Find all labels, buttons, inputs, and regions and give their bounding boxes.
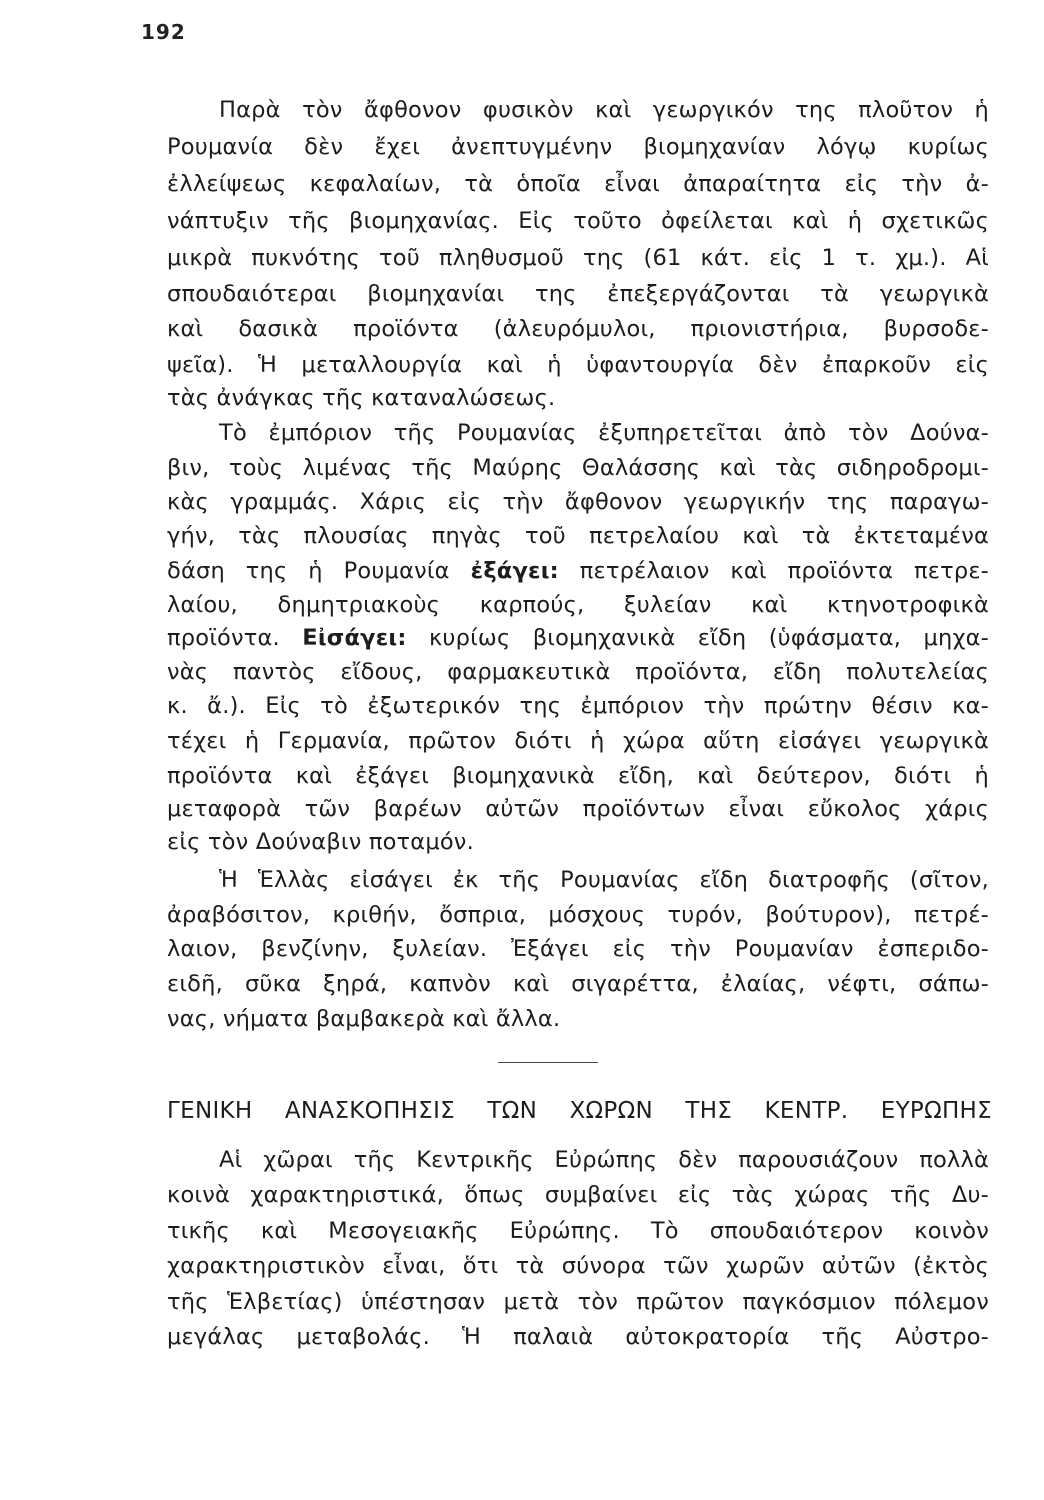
text-line: Αἱ χῶραι τῆς Κεντρικῆς Εὐρώπης δὲν παρουσιάζουν πολλὰ <box>219 1147 989 1173</box>
text-line: κὰς γραμμάς. Χάρις εἰς τὴν ἄφθονον γεωργικήν της παραγω- <box>167 489 989 515</box>
text-line: μικρὰ πυκνότης τοῦ πληθυσμοῦ της (61 κάτ. εἰς 1 τ. χμ.). Αἱ <box>167 245 989 271</box>
text-line: γήν, τὰς πλουσίας πηγὰς τοῦ πετρελαίου καὶ τὰ ἐκτεταμένα <box>167 523 989 549</box>
exports-label: ἐξάγει: <box>470 558 559 584</box>
imports-label: Εἰσάγει: <box>302 625 407 651</box>
text-line: κοινὰ χαρακτηριστικά, ὅπως συμβαίνει εἰς τὰς χώρας τῆς Δυ- <box>167 1182 989 1208</box>
text-line: τικῆς καὶ Μεσογειακῆς Εὐρώπης. Τὸ σπουδαιότερον κοινὸν <box>167 1218 989 1244</box>
text-line: ειδῆ, σῦκα ξηρά, καπνὸν καὶ σιγαρέττα, ἐλαίας, νέφτι, σάπω- <box>167 971 989 997</box>
text-line: μεταφορὰ τῶν βαρέων αὐτῶν προϊόντων εἶναι εὔκολος χάρις <box>167 796 989 822</box>
text-line: βιν, τοὺς λιμένας τῆς Μαύρης Θαλάσσης καὶ τὰς σιδηροδρομι- <box>167 455 989 481</box>
text-line: Τὸ ἐμπόριον τῆς Ρουμανίας ἐξυπηρετεῖται ἀπὸ τὸν Δούνα- <box>219 420 989 446</box>
text-line: νάπτυξιν τῆς βιομηχανίας. Εἰς τοῦτο ὀφείλεται καὶ ἡ σχετικῶς <box>167 208 989 234</box>
text-line: εἰς τὸν Δούναβιν ποταμόν. <box>167 829 474 855</box>
text-line: χαρακτηριστικὸν εἶναι, ὅτι τὰ σύνορα τῶν χωρῶν αὐτῶν (ἐκτὸς <box>167 1253 989 1279</box>
section-divider <box>498 1062 598 1063</box>
text-run: προϊόντα. <box>167 625 303 651</box>
text-line: Ἡ Ἑλλὰς εἰσάγει ἐκ τῆς Ρουμανίας εἴδη διατροφῆς (σῖτον, <box>219 867 989 893</box>
text-line: μεγάλας μεταβολάς. Ἡ παλαιὰ αὐτοκρατορία τῆς Αὐστρο- <box>167 1324 989 1350</box>
text-line <box>167 623 989 653</box>
text-line: καὶ δασικὰ προϊόντα (ἀλευρόμυλοι, πριονιστήρια, βυρσοδε- <box>167 316 989 342</box>
text-line: λαιον, βενζίνην, ξυλείαν. Ἐξάγει εἰς τὴν Ρουμανίαν ἐσπεριδο- <box>167 936 989 962</box>
text-line: τῆς Ἑλβετίας) ὑπέστησαν μετὰ τὸν πρῶτον παγκόσμιον πόλεμον <box>167 1289 989 1315</box>
text-line: ἐλλείψεως κεφαλαίων, τὰ ὁποῖα εἶναι ἀπαραίτητα εἰς τὴν ἀ- <box>167 171 989 197</box>
section-heading: ΓΕΝΙΚΗ ΑΝΑΣΚΟΠΗΣΙΣ ΤΩΝ ΧΩΡΩΝ ΤΗΣ ΚΕΝΤΡ. ΕΥΡΩΠΗΣ <box>167 1098 992 1124</box>
text-line: νὰς παντὸς εἴδους, φαρμακευτικὰ προϊόντα, εἴδη πολυτελείας <box>167 659 989 685</box>
text-line: ψεῖα). Ἡ μεταλλουργία καὶ ἡ ὑφαντουργία δὲν ἐπαρκοῦν εἰς <box>167 352 989 378</box>
text-run: πετρέλαιον καὶ προϊόντα πετρε- <box>558 558 990 584</box>
text-line <box>167 556 989 586</box>
text-line: κ. ἄ.). Εἰς τὸ ἐξωτερικόν της ἐμπόριον τὴν πρώτην θέσιν κα- <box>167 693 989 719</box>
text-line: νας, νήματα βαμβακερὰ καὶ ἄλλα. <box>167 1006 561 1032</box>
text-line: Ρουμανία δὲν ἔχει ἀνεπτυγμένην βιομηχανίαν λόγῳ κυρίως <box>167 134 989 160</box>
text-run: δάση της ἡ Ρουμανία <box>167 558 471 584</box>
text-line: προϊόντα καὶ ἐξάγει βιομηχανικὰ εἴδη, καὶ δεύτερον, διότι ἡ <box>167 763 989 789</box>
text-line: Παρὰ τὸν ἄφθονον φυσικὸν καὶ γεωργικόν της πλοῦτον ἡ <box>219 97 989 123</box>
text-line: σπουδαιότεραι βιομηχανίαι της ἐπεξεργάζονται τὰ γεωργικὰ <box>167 281 989 307</box>
text-line: ἀραβόσιτον, κριθήν, ὄσπρια, μόσχους τυρόν, βούτυρον), πετρέ- <box>167 902 989 928</box>
text-run: κυρίως βιομηχανικὰ εἴδη (ὑφάσματα, μηχα- <box>406 625 989 651</box>
text-line: τέχει ἡ Γερμανία, πρῶτον διότι ἡ χώρα αὕτη εἰσάγει γεωργικὰ <box>167 728 989 754</box>
text-line: λαίου, δημητριακοὺς καρπούς, ξυλείαν καὶ κτηνοτροφικὰ <box>167 592 989 618</box>
page-number: 192 <box>141 20 186 44</box>
text-line: τὰς ἀνάγκας τῆς καταναλώσεως. <box>167 385 556 411</box>
